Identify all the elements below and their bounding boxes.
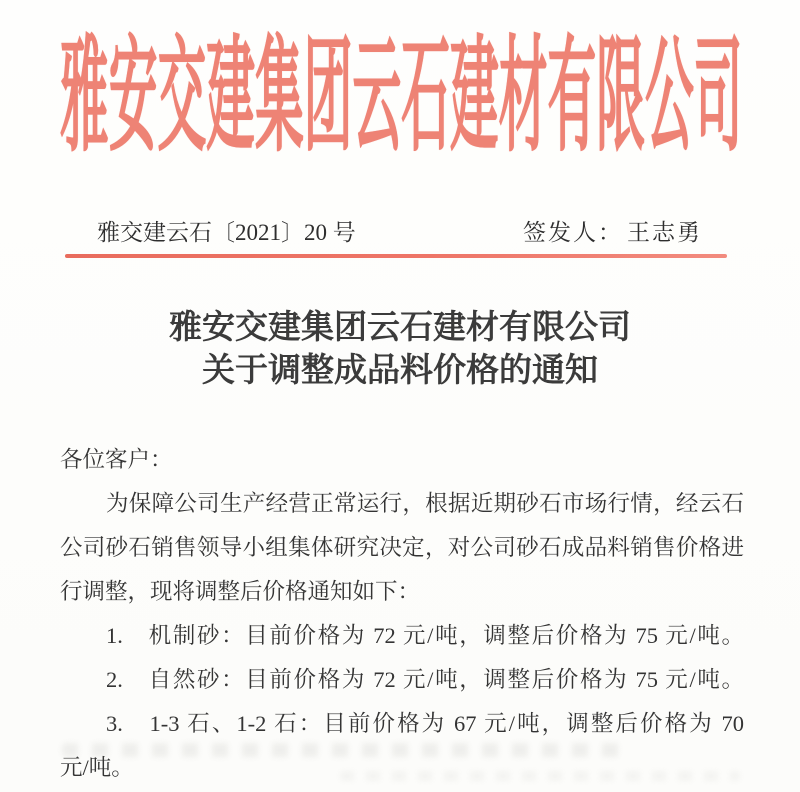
price-item-line: 1. 机制砂：目前价格为 72 元/吨，调整后价格为 75 元/吨。 bbox=[106, 623, 744, 648]
notice-title-line2: 关于调整成品料价格的通知 bbox=[202, 353, 598, 389]
body-line: 公司砂石销售领导小组集体研究决定，对公司砂石成品料销售价格进 bbox=[60, 535, 744, 560]
price-item-line: 3. 1-3 石、1-2 石：目前价格为 67 元/吨，调整后价格为 70 bbox=[106, 711, 744, 736]
letterhead-company-name: 雅安交建集团云石建材有限公司 bbox=[60, 29, 743, 167]
body-line: 为保障公司生产经营正常运行，根据近期砂石市场行情，经云石 bbox=[106, 491, 744, 516]
document-number: 雅交建云石〔2021〕20 号 bbox=[97, 220, 356, 245]
red-divider-line bbox=[65, 254, 727, 258]
issuer-label: 签发人： bbox=[523, 220, 623, 245]
document-meta-row bbox=[97, 218, 702, 248]
salutation-line: 各位客户： bbox=[60, 447, 173, 472]
body-line: 行调整，现将调整后价格通知如下： bbox=[60, 579, 421, 604]
notice-title-line1: 雅安交建集团云石建材有限公司 bbox=[169, 310, 631, 346]
notice-body bbox=[60, 438, 744, 790]
price-item-continuation-line: 元/吨。 bbox=[60, 755, 134, 780]
issuer-block bbox=[523, 218, 702, 248]
issuer-name: 王志勇 bbox=[627, 220, 702, 245]
notice-title bbox=[0, 307, 800, 393]
price-item-line: 2. 自然砂：目前价格为 72 元/吨，调整后价格为 75 元/吨。 bbox=[106, 667, 744, 692]
